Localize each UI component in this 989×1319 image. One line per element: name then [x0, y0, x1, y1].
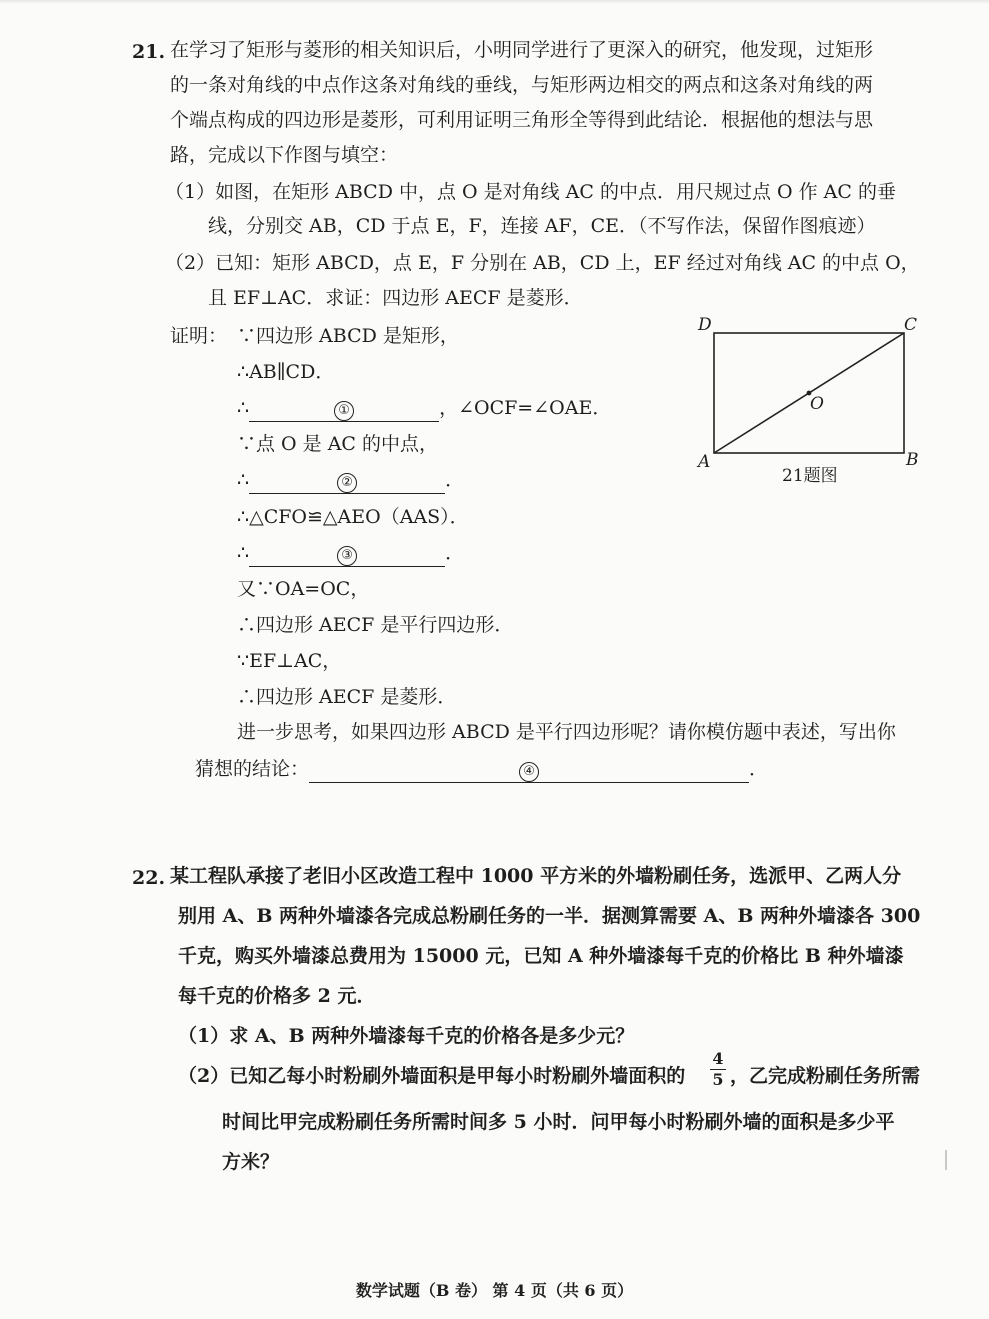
proof-line-2: ∴AB∥CD．	[237, 361, 335, 383]
blank-3[interactable]	[249, 542, 445, 567]
label-b: B	[906, 450, 919, 470]
blank-2[interactable]	[249, 469, 445, 494]
proof-line-3-therefore: ∴	[237, 397, 250, 419]
proof-line-7-therefore: ∴	[237, 542, 250, 564]
q22-part2-d: 方米？	[222, 1151, 280, 1173]
q21-intro-line-2: 的一条对角线的中点作这条对角线的垂线，与矩形两边相交的两点和这条对角线的两	[170, 74, 874, 96]
q22-part2-a: （2）已知乙每小时粉刷外墙面积是甲每小时粉刷外墙面积的	[178, 1065, 686, 1087]
proof-line-5-rest: ．	[445, 469, 465, 491]
proof-prefix: 证明：	[170, 325, 228, 347]
proof-line-8: 又∵OA=OC，	[237, 578, 370, 600]
proof-line-10: ∵EF⊥AC，	[237, 650, 342, 672]
proof-line-7	[237, 541, 464, 567]
proof-line-3	[237, 396, 611, 422]
conjecture-prefix: 猜想的结论：	[195, 758, 310, 780]
fraction-four-fifths	[710, 1050, 726, 1089]
q22-intro-line-2: 别用 A、B 两种外墙漆各完成总粉刷任务的一半．据测算需要 A、B 两种外墙漆各 300	[178, 905, 921, 927]
q22-part2-b: ，乙完成粉刷任务所需	[730, 1065, 921, 1087]
q21-part1-line-1: （1）如图，在矩形 ABCD 中，点 O 是对角线 AC 的中点．用尺规过点 O 作 AC 的垂	[165, 181, 896, 203]
proof-line-9: ∴四边形 AECF 是平行四边形．	[237, 614, 514, 636]
proof-line-7-rest: ．	[445, 542, 465, 564]
q22-part2-c: 时间比甲完成粉刷任务所需时间多 5 小时．问甲每小时粉刷外墙的面积是多少平	[222, 1111, 895, 1133]
page-footer: 数学试题（B 卷） 第 4 页（共 6 页）	[355, 1281, 634, 1300]
label-o: O	[810, 394, 824, 414]
q22-intro-line-4: 每千克的价格多 2 元．	[178, 985, 376, 1007]
scan-mark	[945, 1150, 947, 1170]
q22-part1: （1）求 A、B 两种外墙漆每千克的价格各是多少元？	[178, 1025, 635, 1047]
q21-intro-line-1: 在学习了矩形与菱形的相关知识后，小明同学进行了更深入的研究，他发现，过矩形	[170, 39, 874, 61]
top-edge	[0, 0, 989, 4]
q21-number: 21.	[132, 41, 166, 63]
proof-line-5	[237, 468, 464, 494]
label-a: A	[698, 452, 711, 472]
q21-intro-line-4: 路，完成以下作图与填空：	[170, 144, 399, 166]
blank-1[interactable]	[249, 397, 439, 422]
conjecture-rest: ．	[749, 758, 769, 780]
proof-line-6: ∴△CFO≌△AEO（AAS）．	[237, 506, 469, 528]
fraction-numerator: 4	[712, 1049, 724, 1068]
blank-2-marker: ②	[337, 473, 357, 493]
blank-4[interactable]	[309, 758, 749, 783]
proof-line-1: ∵四边形 ABCD 是矩形，	[237, 325, 459, 347]
q21-part2-line-1: （2）已知：矩形 ABCD，点 E，F 分别在 AB，CD 上，EF 经过对角线 AC 的中点 O，	[165, 252, 920, 274]
q22-intro-line-1: 某工程队承接了老旧小区改造工程中 1000 平方米的外墙粉刷任务，选派甲、乙两人分	[170, 865, 902, 887]
q22-number: 22.	[132, 867, 166, 889]
q21-intro-line-3: 个端点构成的四边形是菱形，可利用证明三角形全等得到此结论．根据他的想法与思	[170, 109, 874, 131]
proof-line-5-therefore: ∴	[237, 469, 250, 491]
blank-4-marker: ④	[519, 762, 539, 782]
q21-figure	[690, 305, 930, 495]
conjecture-line	[195, 757, 768, 783]
q21-part2-line-2: 且 EF⊥AC．求证：四边形 AECF 是菱形．	[208, 287, 583, 309]
fraction-denominator: 5	[712, 1070, 724, 1089]
proof-line-4: ∵点 O 是 AC 的中点，	[237, 433, 438, 455]
figure-caption: 21题图	[782, 466, 838, 486]
label-d: D	[698, 315, 712, 335]
blank-3-marker: ③	[337, 546, 357, 566]
blank-1-marker: ①	[334, 401, 354, 421]
label-c: C	[904, 315, 918, 335]
q22-intro-line-3: 千克，购买外墙漆总费用为 15000 元，已知 A 种外墙漆每千克的价格比 B 种外墙漆	[178, 945, 904, 967]
q21-part1-line-2: 线，分别交 AB，CD 于点 E，F，连接 AF，CE．（不写作法，保留作图痕迹）	[208, 215, 876, 237]
proof-line-11: ∴四边形 AECF 是菱形．	[237, 686, 457, 708]
further-thinking: 进一步思考，如果四边形 ABCD 是平行四边形呢？请你模仿题中表述，写出你	[237, 721, 896, 743]
proof-line-3-rest: ，∠OCF=∠OAE．	[439, 397, 612, 419]
